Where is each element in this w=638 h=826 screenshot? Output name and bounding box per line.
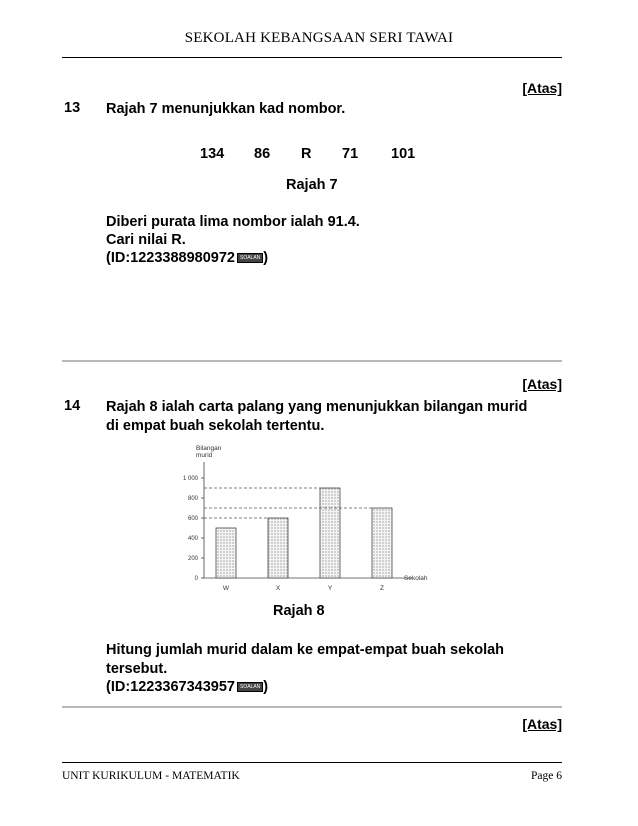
q13-cards-row	[0, 146, 638, 166]
footer-divider	[62, 762, 562, 763]
y-tick-label: 0	[194, 576, 198, 582]
q13-card-2: 86	[254, 146, 271, 162]
q14-text-line3: Hitung jumlah murid dalam ke empat-empat buah sekolah	[106, 642, 505, 658]
q14-number: 14	[64, 398, 81, 414]
q14-id-line	[106, 678, 268, 697]
footer-page: Page 6	[531, 770, 562, 782]
header-divider	[62, 57, 562, 58]
bar-chart	[160, 440, 430, 600]
q13-id-close: )	[263, 250, 269, 266]
x-tick-label: W	[222, 585, 230, 592]
q13-caption: Rajah 7	[286, 177, 338, 193]
bar-y	[320, 488, 340, 578]
atas-link-q13[interactable]: [Atas]	[522, 376, 562, 392]
y-tick-label: 1 000	[182, 476, 198, 482]
y-tick-label: 400	[187, 536, 198, 542]
bar-w	[216, 528, 236, 578]
y-axis-label-line2: murid	[196, 452, 213, 459]
q13-text: Rajah 7 menunjukkan kad nombor.	[106, 101, 346, 117]
y-tick-label: 200	[187, 556, 198, 562]
x-axis-label: Sekolah	[404, 575, 428, 582]
q13-divider	[62, 360, 562, 362]
x-tick-label: X	[275, 585, 281, 592]
q13-given: Diberi purata lima nombor ialah 91.4.	[106, 214, 360, 230]
q13-card-1: 134	[200, 146, 225, 162]
y-tick-label: 600	[187, 516, 198, 522]
bar-z	[372, 508, 392, 578]
q14-caption: Rajah 8	[273, 603, 325, 619]
x-tick-label: Z	[380, 585, 384, 592]
bar-x	[268, 518, 288, 578]
q13-card-3: R	[301, 146, 312, 162]
q13-id: (ID:1223388980972	[106, 250, 235, 266]
q13-number: 13	[64, 100, 81, 116]
x-tick-label: Y	[327, 585, 333, 592]
y-tick-label: 800	[187, 496, 198, 502]
q13-find: Cari nilai R.	[106, 232, 186, 248]
footer-unit: UNIT KURIKULUM - MATEMATIK	[62, 770, 240, 782]
q14-text-line2: di empat buah sekolah tertentu.	[106, 418, 325, 434]
q13-card-5: 101	[391, 146, 416, 162]
q14-soalan-badge[interactable]: SOALAN	[237, 682, 263, 692]
y-axis-label-line1: Bilangan	[196, 445, 222, 452]
atas-link-q14[interactable]: [Atas]	[522, 716, 562, 732]
q14-id-close: )	[263, 679, 269, 695]
q14-text-line4: tersebut.	[106, 661, 168, 677]
q13-id-line	[106, 249, 268, 268]
q13-soalan-badge[interactable]: SOALAN	[237, 253, 263, 263]
atas-link-top[interactable]: [Atas]	[522, 80, 562, 96]
q14-id: (ID:1223367343957	[106, 679, 235, 695]
q14-text-line1: Rajah 8 ialah carta palang yang menunjukkan bilangan murid	[106, 399, 528, 415]
q13-card-4: 71	[342, 146, 359, 162]
page-header-school: SEKOLAH KEBANGSAAN SERI TAWAI	[184, 30, 454, 46]
q14-divider	[62, 706, 562, 708]
